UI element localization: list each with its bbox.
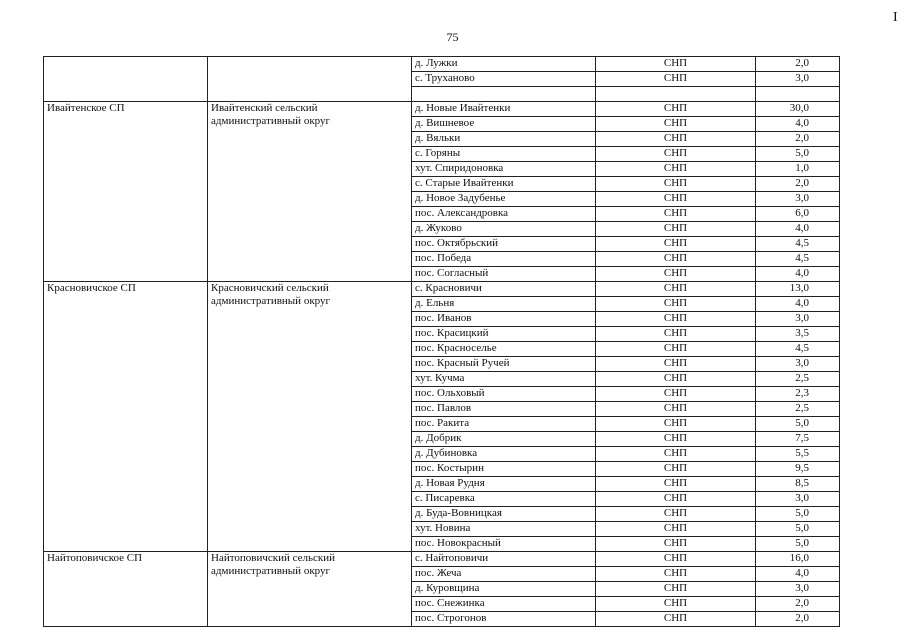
settlement-area: 3,5 <box>756 327 840 342</box>
settlement-type: СНП <box>596 102 756 117</box>
settlement-name: пос. Октябрьский <box>412 237 596 252</box>
settlement-area: 4,0 <box>756 267 840 282</box>
settlement-name: д. Новое Задубенье <box>412 192 596 207</box>
settlement-type: СНП <box>596 177 756 192</box>
settlement-name: пос. Победа <box>412 252 596 267</box>
settlement-type: СНП <box>596 357 756 372</box>
settlement-area: 2,5 <box>756 372 840 387</box>
settlement-area: 2,0 <box>756 132 840 147</box>
settlement-type: СНП <box>596 267 756 282</box>
settlement-type: СНП <box>596 567 756 582</box>
settlement-area: 5,0 <box>756 537 840 552</box>
settlement-name: пос. Ракита <box>412 417 596 432</box>
settlement-area: 5,0 <box>756 507 840 522</box>
settlement-area: 16,0 <box>756 552 840 567</box>
settlement-area: 1,0 <box>756 162 840 177</box>
settlement-name: пос. Согласный <box>412 267 596 282</box>
settlement-area: 13,0 <box>756 282 840 297</box>
settlement-area: 8,5 <box>756 477 840 492</box>
settlement-name: д. Жуково <box>412 222 596 237</box>
settlement-type: СНП <box>596 387 756 402</box>
settlement-name: д. Дубиновка <box>412 447 596 462</box>
edge-mark: I <box>893 10 898 25</box>
settlement-name: с. Старые Ивайтенки <box>412 177 596 192</box>
settlement-name: пос. Иванов <box>412 312 596 327</box>
settlements-table <box>43 56 840 627</box>
settlement-area: 4,0 <box>756 222 840 237</box>
settlement-type: СНП <box>596 597 756 612</box>
settlement-name: хут. Спиридоновка <box>412 162 596 177</box>
settlement-name: пос. Красицкий <box>412 327 596 342</box>
settlement-area: 4,5 <box>756 252 840 267</box>
settlement-area: 4,0 <box>756 117 840 132</box>
settlement-area: 4,0 <box>756 567 840 582</box>
settlement-type: СНП <box>596 117 756 132</box>
settlement-name: пос. Строгонов <box>412 612 596 627</box>
settlement-area: 5,0 <box>756 417 840 432</box>
settlement-name <box>412 87 596 102</box>
settlement-area: 2,3 <box>756 387 840 402</box>
settlement-name: пос. Красный Ручей <box>412 357 596 372</box>
settlement-name: пос. Александровка <box>412 207 596 222</box>
settlement-type: СНП <box>596 192 756 207</box>
settlement-type: СНП <box>596 612 756 627</box>
settlement-type: СНП <box>596 522 756 537</box>
settlement-type: СНП <box>596 282 756 297</box>
settlement-type: СНП <box>596 72 756 87</box>
settlement-area: 30,0 <box>756 102 840 117</box>
settlement-name: хут. Кучма <box>412 372 596 387</box>
district-name <box>44 57 208 102</box>
settlement-name: д. Буда-Вовницкая <box>412 507 596 522</box>
settlement-name: д. Новые Ивайтенки <box>412 102 596 117</box>
settlement-area: 3,0 <box>756 72 840 87</box>
settlement-area: 3,0 <box>756 492 840 507</box>
settlement-area: 3,0 <box>756 357 840 372</box>
settlement-area: 3,0 <box>756 312 840 327</box>
settlement-type: СНП <box>596 432 756 447</box>
settlement-area: 5,5 <box>756 447 840 462</box>
settlement-type: СНП <box>596 252 756 267</box>
settlement-area: 2,5 <box>756 402 840 417</box>
settlements-table-body <box>44 57 840 627</box>
okrug-name: Красновичский сельский административный округ <box>208 282 412 552</box>
settlement-name: с. Красновичи <box>412 282 596 297</box>
settlement-type: СНП <box>596 297 756 312</box>
table-row <box>44 282 840 297</box>
district-name: Ивайтенское СП <box>44 102 208 282</box>
settlement-area <box>756 87 840 102</box>
settlement-name: с. Горяны <box>412 147 596 162</box>
okrug-name: Найтоповичский сельский административный округ <box>208 552 412 627</box>
settlement-type: СНП <box>596 417 756 432</box>
settlement-name: д. Добрик <box>412 432 596 447</box>
settlement-name: пос. Павлов <box>412 402 596 417</box>
settlement-name: пос. Новокрасный <box>412 537 596 552</box>
table-row <box>44 552 840 567</box>
settlement-name: д. Вяльки <box>412 132 596 147</box>
settlement-type: СНП <box>596 582 756 597</box>
settlement-type: СНП <box>596 477 756 492</box>
settlement-type: СНП <box>596 327 756 342</box>
settlement-type: СНП <box>596 222 756 237</box>
settlement-name: с. Найтоповичи <box>412 552 596 567</box>
settlement-name: хут. Новина <box>412 522 596 537</box>
settlement-type: СНП <box>596 447 756 462</box>
settlement-type: СНП <box>596 57 756 72</box>
okrug-name: Ивайтенский сельский административный округ <box>208 102 412 282</box>
settlement-name: пос. Красноселье <box>412 342 596 357</box>
settlement-type: СНП <box>596 237 756 252</box>
settlement-type: СНП <box>596 372 756 387</box>
settlement-area: 9,5 <box>756 462 840 477</box>
settlement-name: с. Писаревка <box>412 492 596 507</box>
settlement-type: СНП <box>596 537 756 552</box>
settlement-area: 7,5 <box>756 432 840 447</box>
settlement-type: СНП <box>596 132 756 147</box>
okrug-name <box>208 57 412 102</box>
settlement-name: д. Ельня <box>412 297 596 312</box>
settlement-area: 4,5 <box>756 237 840 252</box>
settlement-area: 4,0 <box>756 297 840 312</box>
settlement-area: 2,0 <box>756 177 840 192</box>
settlement-type: СНП <box>596 462 756 477</box>
settlement-type: СНП <box>596 162 756 177</box>
settlement-name: пос. Ольховый <box>412 387 596 402</box>
settlement-name: д. Лужки <box>412 57 596 72</box>
table-row <box>44 102 840 117</box>
settlement-name: д. Куровщина <box>412 582 596 597</box>
settlement-type: СНП <box>596 312 756 327</box>
settlement-type <box>596 87 756 102</box>
settlement-area: 2,0 <box>756 612 840 627</box>
settlement-area: 2,0 <box>756 57 840 72</box>
settlement-area: 5,0 <box>756 522 840 537</box>
settlement-type: СНП <box>596 492 756 507</box>
settlement-type: СНП <box>596 342 756 357</box>
settlement-area: 2,0 <box>756 597 840 612</box>
settlement-type: СНП <box>596 147 756 162</box>
page-number: 75 <box>446 30 459 44</box>
settlement-name: пос. Костырин <box>412 462 596 477</box>
settlement-name: д. Вишневое <box>412 117 596 132</box>
settlement-name: д. Новая Рудня <box>412 477 596 492</box>
settlement-type: СНП <box>596 507 756 522</box>
settlement-name: пос. Снежинка <box>412 597 596 612</box>
table-row <box>44 57 840 72</box>
settlement-area: 6,0 <box>756 207 840 222</box>
settlement-type: СНП <box>596 402 756 417</box>
settlement-type: СНП <box>596 552 756 567</box>
district-name: Красновичское СП <box>44 282 208 552</box>
settlement-type: СНП <box>596 207 756 222</box>
district-name: Найтоповичское СП <box>44 552 208 627</box>
settlement-area: 3,0 <box>756 582 840 597</box>
settlement-area: 5,0 <box>756 147 840 162</box>
settlement-name: с. Труханово <box>412 72 596 87</box>
settlement-area: 4,5 <box>756 342 840 357</box>
settlement-area: 3,0 <box>756 192 840 207</box>
settlement-name: пос. Жеча <box>412 567 596 582</box>
